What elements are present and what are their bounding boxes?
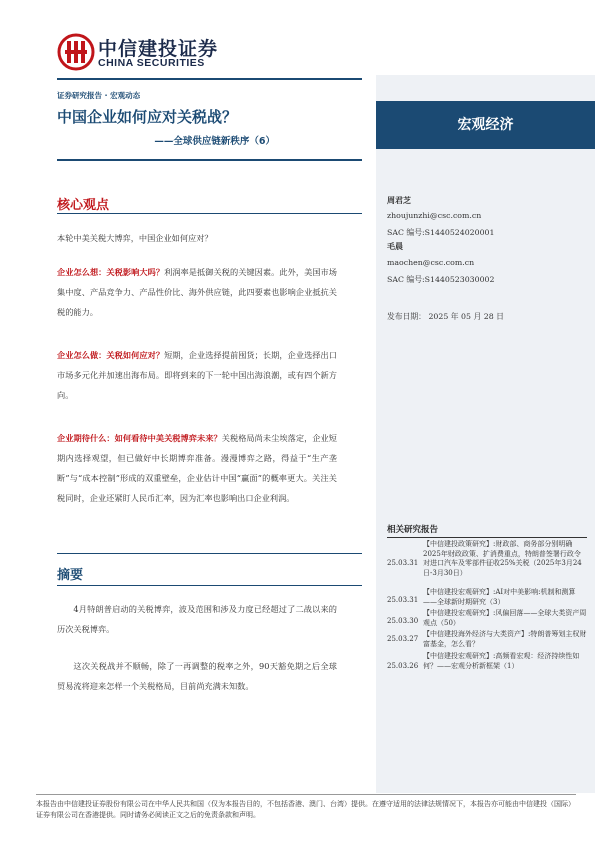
company-logo (57, 33, 95, 71)
logo-chinese-name: 中信建投证券 (98, 38, 219, 60)
paragraph-text: 利润率是抵御关税的关键因素。此外，美国市场集中度、产品竞争力、产品性价比、海外供应链，此四要素也影响企业抵抗关税的能力。 (57, 267, 337, 317)
paragraph-text: 短期，企业选择提前囤货；长期，企业选择出口市场多元化并加速出海布局。即将到来的下一轮中国出海浪潮，或有四个新方向。 (57, 350, 337, 400)
title-rule (57, 159, 362, 161)
related-date: 25.03.27 (387, 635, 419, 643)
category-banner (376, 101, 595, 149)
core-viewpoints-heading: 核心观点 (57, 198, 110, 213)
logo-english-name: CHINA SECURITIES (98, 57, 205, 69)
core-intro: 本轮中美关税大博弈，中国企业如何应对？ (57, 233, 213, 243)
page-title: 中国企业如何应对关税战？ (57, 108, 238, 126)
footer-rule (36, 794, 576, 795)
author-name: 周君芝 (387, 196, 411, 205)
related-item[interactable] (387, 540, 587, 578)
related-date: 25.03.31 (387, 596, 419, 604)
related-item[interactable] (387, 652, 587, 672)
related-research-heading: 相关研究报告 (387, 525, 439, 535)
core-paragraph (57, 345, 337, 405)
core-heading-rule (57, 213, 362, 214)
core-paragraph (57, 262, 337, 322)
paragraph-text: 关税格局尚未尘埃落定，企业短期内选择观望，但已做好中长期博弈准备。漫漫博弈之路，得益于“生产垄断”与“成本控制”形成的双重壁垒，企业估计中国“赢面”的概率更大。关注关税同时，企业还紧盯人民币汇率，因为汇率也影响出口企业利润。 (57, 433, 337, 503)
related-text: 【中信建投政策研究】:财政部、商务部分别明确2025年财政政策、扩消费重点，特朗普签署行政令对进口汽车及零部件征收25%关税（2025年3月24日-3月30日） (423, 540, 582, 577)
related-text: 【中信建投海外经济与大类资产】:特朗普筹划主权财富基金，怎么看？ (423, 630, 587, 648)
publish-date: 发布日期： 2025 年 05 月 28 日 (387, 312, 504, 321)
core-paragraph (57, 428, 337, 508)
related-text: 【中信建投宏观研究】:高频看宏观：经济持续性如何？——宏观分析新框架（1） (423, 652, 580, 670)
related-date: 25.03.30 (387, 617, 419, 625)
related-item[interactable] (387, 609, 587, 628)
related-text: 【中信建投宏观研究】:风偏回落——全球大类资产周观点（50） (423, 609, 587, 627)
summary-heading: 摘要 (57, 568, 84, 583)
author-sac: SAC 编号:S1440524020001 (387, 228, 495, 237)
summary-top-rule (57, 553, 362, 554)
summary-heading-rule (57, 585, 362, 586)
paragraph-lead: 企业期待什么：如何看待中美关税博弈未来？ (57, 433, 222, 443)
related-date: 25.03.31 (387, 559, 419, 567)
breadcrumb: 证券研究报告 · 宏观动态 (57, 91, 141, 100)
paragraph-lead: 企业怎么想：关税影响大吗？ (57, 267, 165, 277)
header-rule (57, 78, 362, 80)
paragraph-lead: 企业怎么做：关税如何应对？ (57, 350, 165, 360)
author-name: 毛晨 (387, 242, 403, 251)
page-subtitle: ——全球供应链新秩序（6） (154, 136, 275, 147)
related-date: 25.03.26 (387, 662, 419, 670)
side-panel (376, 75, 595, 793)
related-item[interactable] (387, 588, 587, 607)
author-email[interactable]: zhoujunzhi@csc.com.cn (387, 211, 482, 220)
author-sac: SAC 编号:S1440523030002 (387, 275, 495, 284)
summary-paragraph: 这次关税战并不顺畅，除了一再调整的税率之外，90天豁免期之后全球贸易流将迎来怎样一个关税格局，目前尚充满未知数。 (57, 661, 337, 691)
category-label: 宏观经济 (457, 117, 514, 133)
disclaimer-text: 本报告由中信建投证券股份有限公司在中华人民共和国（仅为本报告目的，不包括香港、澳门、台湾）提供。在遵守适用的法律法规情况下，本报告亦可能由中信建投（国际）证券有限公司在香港提供。同时请务必阅读正文之后的免责条款和声明。 (36, 800, 575, 819)
related-text: 【中信建投宏观研究】:AI对中美影响:机制和测算——全球新时期研究（3） (423, 588, 576, 606)
summary-paragraph: 4月特朗普启动的关税博弈，波及范围和涉及力度已经超过了二战以来的历次关税博弈。 (57, 604, 337, 634)
author-email[interactable]: maochen@csc.com.cn (387, 258, 475, 267)
related-item[interactable] (387, 630, 587, 649)
related-rule (387, 537, 587, 538)
